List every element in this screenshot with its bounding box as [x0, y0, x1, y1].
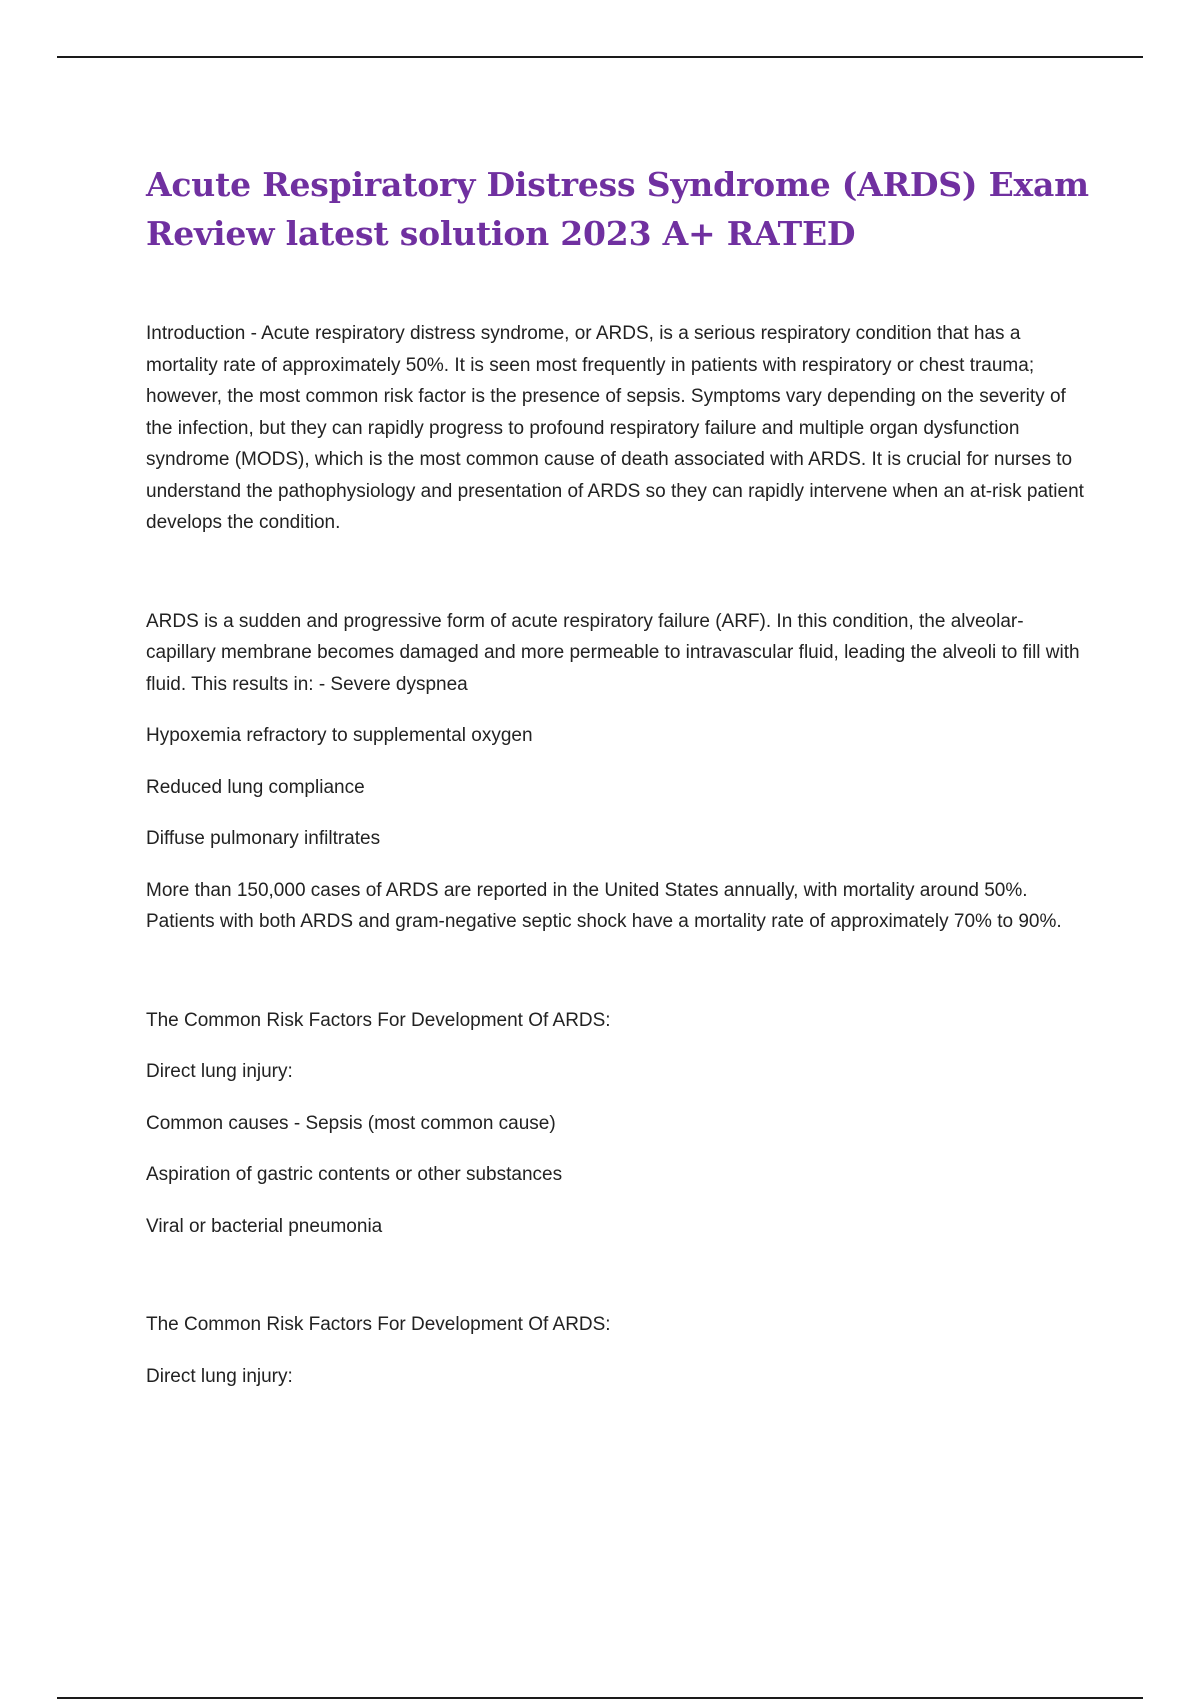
footer-rule — [57, 1697, 1143, 1699]
statistics-paragraph: More than 150,000 cases of ARDS are reported in the United States annually, with mortality around 50%. Patients with both ARDS and gram-negative septic shock have a mortality rate of approximately 70% to 90%. — [146, 879, 1062, 932]
risk-item-sepsis: Common causes - Sepsis (most common cause) — [146, 1112, 556, 1134]
document-title: Acute Respiratory Distress Syndrome (ARDS) Exam Review latest solution 2023 A+ RATED — [146, 165, 1089, 253]
risk-item-pneumonia: Viral or bacterial pneumonia — [146, 1215, 383, 1237]
direct-lung-injury-label-repeat: Direct lung injury: — [146, 1365, 293, 1387]
risk-factors-heading-repeat: The Common Risk Factors For Development Of ARDS: — [146, 1314, 611, 1335]
header-rule — [57, 56, 1143, 58]
result-item-infiltrates: Diffuse pulmonary infiltrates — [146, 828, 381, 849]
result-item-hypoxemia: Hypoxemia refractory to supplemental oxygen — [146, 725, 533, 746]
introduction-paragraph: Introduction - Acute respiratory distress syndrome, or ARDS, is a serious respiratory condition that has a mortality rate of approximately 50%. It is seen most frequently in patients with respiratory or chest trauma; however, the most common risk factor is the presence of sepsis. Symptoms vary depending on the severity of the infection, but they can rapidly progress to profound respiratory failure and multiple organ dysfunction syndrome (MODS), which is the most common cause of death associated with ARDS. It is crucial for nurses to understand the pathophysiology and presentation of ARDS so they can rapidly intervene when an at-risk patient develops the condition. — [146, 323, 1084, 533]
ards-definition-paragraph: ARDS is a sudden and progressive form of acute respiratory failure (ARF). In this condition, the alveolar-capillary membrane becomes damaged and more permeable to intravascular fluid, leading the alveoli to fill with fluid. This results in: - Severe dyspnea — [146, 610, 1080, 695]
risk-factors-heading: The Common Risk Factors For Development Of ARDS: — [146, 1009, 611, 1031]
result-item-lung-compliance: Reduced lung compliance — [146, 776, 365, 798]
risk-item-aspiration: Aspiration of gastric contents or other substances — [146, 1164, 563, 1185]
document-page — [146, 160, 1092, 1392]
direct-lung-injury-label: Direct lung injury: — [146, 1061, 293, 1082]
